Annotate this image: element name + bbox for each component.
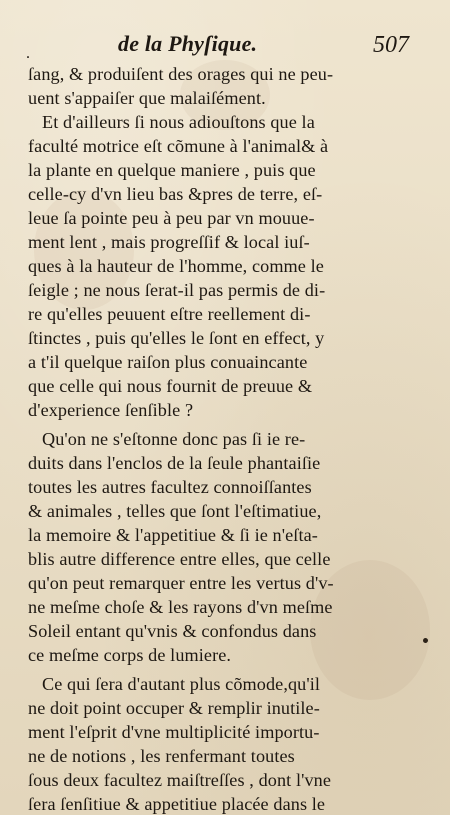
text-line: celle-cy d'vn lieu bas &pres de terre, eſ- <box>28 184 323 204</box>
text-line: ne de notions , les renfermant toutes <box>28 746 295 766</box>
running-header <box>0 31 450 62</box>
text-line: ment lent , mais progreſſif & local iuſ- <box>28 232 310 252</box>
text-line: que celle qui nous fournit de preuue & <box>28 376 313 396</box>
text-line: la memoire & l'appetitiue & ſi ie n'eſta- <box>28 525 318 545</box>
text-line: duits dans l'enclos de la ſeule phantaiſie <box>28 453 321 473</box>
text-line: ne doit point occuper & remplir inutile- <box>28 698 320 718</box>
text-line: blis autre difference entre elles, que celle <box>28 549 331 569</box>
text-line: re qu'elles peuuent eſtre reellement di- <box>28 304 311 324</box>
text-line: uent s'appaiſer que malaiſément. <box>28 88 266 108</box>
text-line: ſeigle ; ne nous ſerat-il pas permis de di- <box>28 280 326 300</box>
page-number: 507 <box>373 32 409 58</box>
text-line: ſera ſenſitiue & appetitiue placée dans le <box>28 794 326 814</box>
ink-blot <box>422 637 429 644</box>
text-line: a t'il quelque raiſon plus conuaincante <box>28 352 308 372</box>
text-line: ſous deux facultez maiſtreſſes , dont l'vne <box>28 770 332 790</box>
paragraph-start-line: Qu'on ne s'eſtonne donc pas ſi ie re- <box>42 429 306 449</box>
text-line: ment l'eſprit d'vne multiplicité importu- <box>28 722 320 742</box>
text-line: ce meſme corps de lumiere. <box>28 645 232 665</box>
text-line: la plante en quelque maniere , puis que <box>28 160 316 180</box>
text-line: & animales , telles que ſont l'eſtimatiue, <box>28 501 322 521</box>
text-line: ſang, & produiſent des orages qui ne peu- <box>28 64 334 84</box>
body-text <box>28 62 422 814</box>
text-line: ne meſme choſe & les rayons d'vn meſme <box>28 597 333 617</box>
running-title: de la Phyſique. <box>118 31 258 56</box>
text-line: ques à la hauteur de l'homme, comme le <box>28 256 324 276</box>
text-line: leue ſa pointe peu à peu par vn mouue- <box>28 208 315 228</box>
paragraph-start-line: Ce qui ſera d'autant plus cõmode,qu'il <box>42 674 321 694</box>
text-line: d'experience ſenſible ? <box>28 400 194 420</box>
paragraph-start-line: Et d'ailleurs ſi nous adiouſtons que la <box>42 112 315 132</box>
text-line: ſtinctes , puis qu'elles le ſont en effect, y <box>28 328 325 348</box>
header-mark: . <box>26 45 30 62</box>
text-line: toutes les autres facultez connoiſſantes <box>28 477 312 497</box>
text-line: faculté motrice eſt cõmune à l'animal& à <box>28 136 329 156</box>
text-line: Soleil entant qu'vnis & confondus dans <box>28 621 317 641</box>
text-line: qu'on peut remarquer entre les vertus d'v- <box>28 573 334 593</box>
